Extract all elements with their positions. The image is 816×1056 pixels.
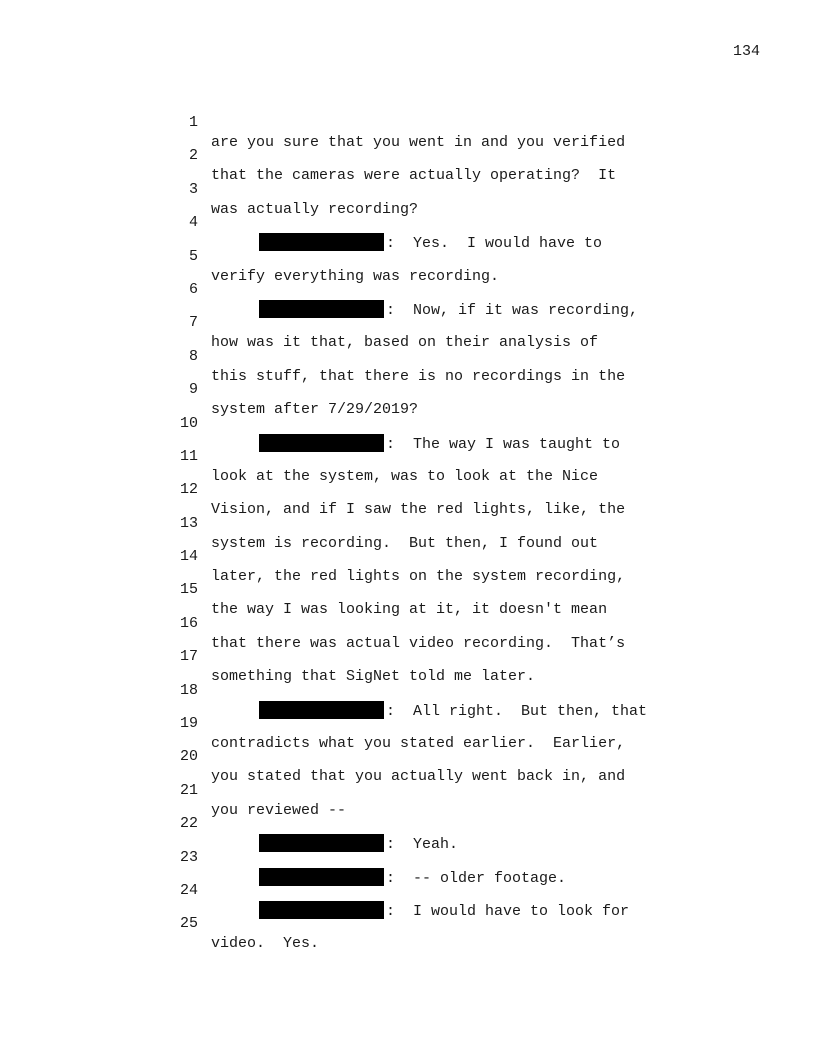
line-number: 13: [179, 514, 198, 532]
line-text: system is recording. But then, I found out: [211, 534, 599, 552]
line-text: Vision, and if I saw the red lights, like, the: [211, 501, 626, 519]
transcript-line: [0, 227, 816, 285]
page-number: 134: [733, 43, 761, 60]
line-text: : I would have to look for: [386, 902, 630, 920]
line-text: you stated that you actually went back in, and: [211, 768, 626, 786]
line-text: contradicts what you stated earlier. Earlier,: [211, 735, 626, 753]
transcript-line: [0, 560, 816, 619]
line-text: the way I was looking at it, it doesn't mean: [211, 601, 608, 619]
line-number: 9: [188, 381, 198, 399]
line-text: : -- older footage.: [386, 869, 567, 887]
line-number: 8: [188, 347, 198, 365]
line-text: something that SigNet told me later.: [211, 668, 536, 686]
transcript-line: [0, 727, 816, 786]
line-text: video. Yes.: [211, 935, 320, 953]
line-text: : Yeah.: [386, 836, 459, 854]
line-number: 22: [179, 815, 198, 833]
transcript-line: [0, 260, 816, 319]
transcript-line: [0, 460, 816, 519]
line-text: system after 7/29/2019?: [211, 401, 419, 419]
transcript-line: [0, 594, 816, 652]
line-number: 24: [179, 881, 198, 899]
transcript-line: [0, 126, 816, 185]
line-number: 21: [179, 781, 198, 799]
transcript-line: [0, 894, 816, 953]
line-text: was actually recording?: [211, 200, 419, 218]
line-number: 18: [179, 681, 198, 699]
transcript-line: [0, 861, 816, 920]
line-number: 20: [179, 748, 198, 766]
line-number: 25: [179, 915, 198, 933]
line-number: 5: [188, 247, 198, 265]
line-text: that the cameras were actually operating? It: [211, 167, 617, 185]
transcript-line: [0, 527, 816, 586]
transcript-line: [0, 93, 816, 151]
line-text: : The way I was taught to: [386, 435, 621, 453]
transcript-line: [0, 193, 816, 253]
line-number: 7: [188, 314, 198, 332]
line-text: you reviewed --: [211, 801, 347, 819]
line-text: : All right. But then, that: [386, 702, 648, 720]
transcript-line: [0, 794, 816, 854]
transcript-line: [0, 494, 816, 552]
line-text: : Now, if it was recording,: [386, 301, 639, 319]
transcript-line: [0, 327, 816, 385]
line-text: are you sure that you went in and you verified: [211, 134, 626, 151]
line-text: look at the system, was to look at the Nice: [211, 467, 599, 485]
line-number: 2: [188, 147, 198, 165]
transcript-line: [0, 627, 816, 686]
line-number: 1: [188, 114, 198, 131]
line-text: this stuff, that there is no recordings in the: [211, 367, 626, 385]
line-number: 23: [179, 848, 198, 866]
line-number: 10: [179, 414, 198, 432]
line-text: later, the red lights on the system recording,: [211, 568, 626, 586]
line-number: 17: [179, 648, 198, 666]
transcript-line: [0, 761, 816, 819]
transcript-line: [0, 360, 816, 419]
transcript-line: [0, 427, 816, 485]
transcript-line: [0, 394, 816, 453]
line-number: 4: [188, 214, 198, 232]
line-number: 12: [179, 481, 198, 499]
transcript-line: [0, 694, 816, 753]
line-number: 6: [188, 280, 198, 298]
line-number: 3: [188, 180, 198, 198]
line-text: verify everything was recording.: [211, 267, 500, 285]
line-number: 19: [179, 715, 198, 733]
transcript-line: [0, 160, 816, 218]
line-number: 14: [179, 548, 198, 566]
line-text: that there was actual video recording. That’s: [211, 634, 626, 652]
transcript-line: [0, 661, 816, 720]
line-text: how was it that, based on their analysis of: [211, 334, 599, 352]
line-text: : Yes. I would have to: [386, 235, 603, 253]
line-number: 15: [179, 581, 198, 599]
transcript-line: [0, 828, 816, 887]
transcript-line: [0, 293, 816, 352]
line-number: 16: [179, 614, 198, 632]
line-number: 11: [179, 447, 198, 465]
transcript: [0, 93, 816, 953]
